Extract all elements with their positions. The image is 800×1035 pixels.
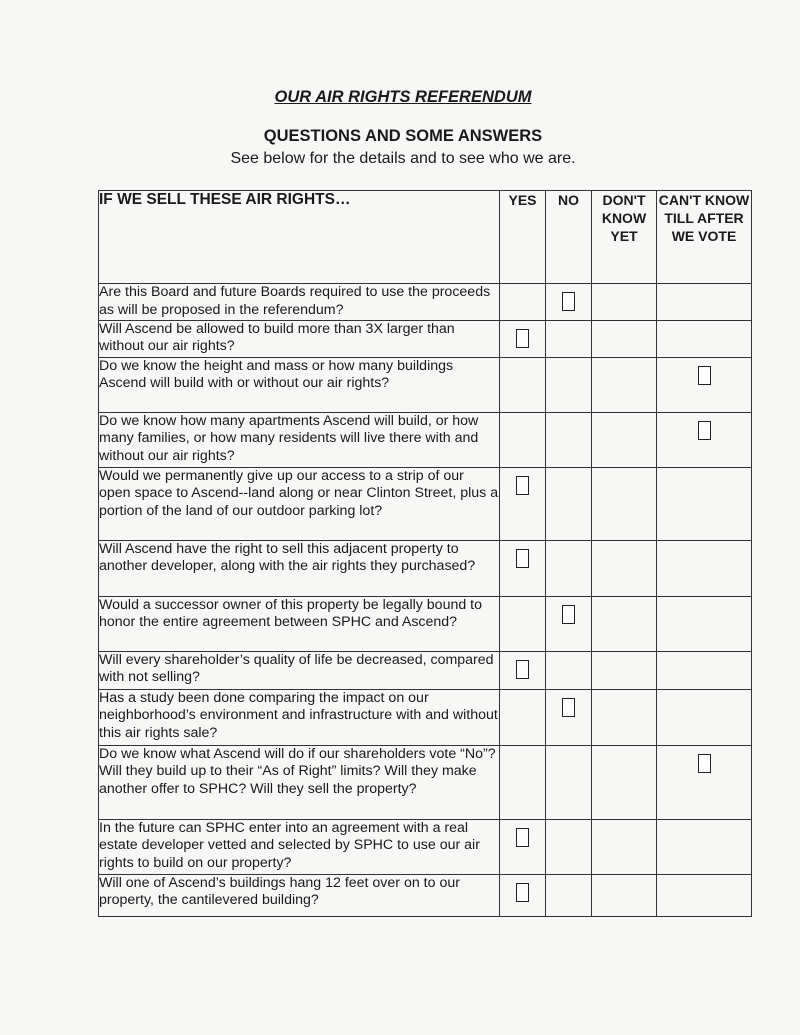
answer-cell-dont-know-yet [592,540,657,596]
answer-cell-no [546,320,592,357]
table-row [99,540,752,596]
question-text: Has a study been done comparing the impact on our neighborhood’s environment and infrastructure with and without this air rights sale? [99,689,500,745]
answer-cell-cant-know-till-after-we-vote [657,357,752,412]
answer-cell-dont-know-yet [592,651,657,689]
answer-cell-cant-know-till-after-we-vote [657,819,752,874]
question-text: Do we know the height and mass or how many buildings Ascend will build with or without our air rights? [99,357,500,412]
answer-cell-yes [500,819,546,874]
answer-cell-cant-know-till-after-we-vote [657,540,752,596]
answer-cell-yes [500,467,546,540]
checkbox-mark [698,421,711,440]
table-row [99,412,752,467]
answer-cell-dont-know-yet [592,320,657,357]
answer-cell-no [546,412,592,467]
answer-cell-yes [500,412,546,467]
table-row [99,596,752,651]
answer-cell-yes [500,689,546,745]
table-row [99,284,752,321]
answer-cell-yes [500,320,546,357]
answer-cell-dont-know-yet [592,819,657,874]
answer-cell-no [546,689,592,745]
answer-cell-dont-know-yet [592,357,657,412]
answer-cell-no [546,745,592,819]
checkbox-mark [698,366,711,385]
answer-cell-dont-know-yet [592,745,657,819]
checkbox-mark [516,883,529,902]
answer-cell-cant-know-till-after-we-vote [657,745,752,819]
answer-cell-cant-know-till-after-we-vote [657,412,752,467]
table-header-row [99,191,752,284]
answer-cell-no [546,540,592,596]
table-row [99,357,752,412]
table-row [99,819,752,874]
answer-cell-cant-know-till-after-we-vote [657,596,752,651]
answer-cell-no [546,357,592,412]
document-title: OUR AIR RIGHTS REFERENDUM [274,88,532,106]
answer-cell-yes [500,874,546,916]
checkbox-mark [698,754,711,773]
answer-cell-dont-know-yet [592,689,657,745]
column-header-cant-know-till-after-we-vote: CAN'T KNOW TILL AFTER WE VOTE [657,191,752,284]
question-text: In the future can SPHC enter into an agreement with a real estate developer vetted and selected by SPHC to use our air rights to build on our property? [99,819,500,874]
answer-cell-yes [500,357,546,412]
question-text: Would a successor owner of this property be legally bound to honor the entire agreement between SPHC and Ascend? [99,596,500,651]
answer-cell-cant-know-till-after-we-vote [657,284,752,321]
column-header-no: NO [546,191,592,284]
question-text: Will one of Ascend’s buildings hang 12 feet over on to our property, the cantilevered building? [99,874,500,916]
checkbox-mark [516,329,529,348]
table-row [99,874,752,916]
column-header-yes: YES [500,191,546,284]
checkbox-mark [562,698,575,717]
answer-cell-no [546,284,592,321]
answer-cell-cant-know-till-after-we-vote [657,689,752,745]
question-text: Are this Board and future Boards required to use the proceeds as will be proposed in the referendum? [99,284,500,321]
question-column-header: IF WE SELL THESE AIR RIGHTS… [99,191,500,284]
question-text: Do we know what Ascend will do if our shareholders vote “No”? Will they build up to their “As of Right” limits? Will they make another offer to SPHC? Will they sell the property? [99,745,500,819]
answer-cell-cant-know-till-after-we-vote [657,467,752,540]
table-row [99,745,752,819]
column-header-dont-know-yet: DON'T KNOW YET [592,191,657,284]
answer-cell-dont-know-yet [592,412,657,467]
answer-cell-dont-know-yet [592,284,657,321]
answer-cell-no [546,819,592,874]
answer-cell-dont-know-yet [592,874,657,916]
answer-cell-cant-know-till-after-we-vote [657,651,752,689]
question-text: Do we know how many apartments Ascend will build, or how many families, or how many residents will live there with and without our air rights? [99,412,500,467]
document-note: See below for the details and to see who we are. [230,150,576,167]
answer-cell-no [546,467,592,540]
questions-table [98,190,752,917]
table-row [99,651,752,689]
answer-cell-yes [500,284,546,321]
answer-cell-yes [500,596,546,651]
checkbox-mark [562,292,575,311]
table-row [99,689,752,745]
answer-cell-no [546,596,592,651]
checkbox-mark [562,605,575,624]
answer-cell-dont-know-yet [592,596,657,651]
question-text: Will every shareholder’s quality of life be decreased, compared with not selling? [99,651,500,689]
answer-cell-yes [500,745,546,819]
table-row [99,320,752,357]
checkbox-mark [516,476,529,495]
question-text: Will Ascend be allowed to build more than 3X larger than without our air rights? [99,320,500,357]
answer-cell-dont-know-yet [592,467,657,540]
answer-cell-yes [500,540,546,596]
table-row [99,467,752,540]
checkbox-mark [516,828,529,847]
checkbox-mark [516,549,529,568]
answer-cell-no [546,651,592,689]
answer-cell-cant-know-till-after-we-vote [657,320,752,357]
document-subtitle: QUESTIONS AND SOME ANSWERS [263,127,543,145]
answer-cell-yes [500,651,546,689]
checkbox-mark [516,660,529,679]
answer-cell-cant-know-till-after-we-vote [657,874,752,916]
question-text: Will Ascend have the right to sell this adjacent property to another developer, along with the air rights they purchased? [99,540,500,596]
answer-cell-no [546,874,592,916]
question-text: Would we permanently give up our access to a strip of our open space to Ascend--land along or near Clinton Street, plus a portion of the land of our outdoor parking lot? [99,467,500,540]
